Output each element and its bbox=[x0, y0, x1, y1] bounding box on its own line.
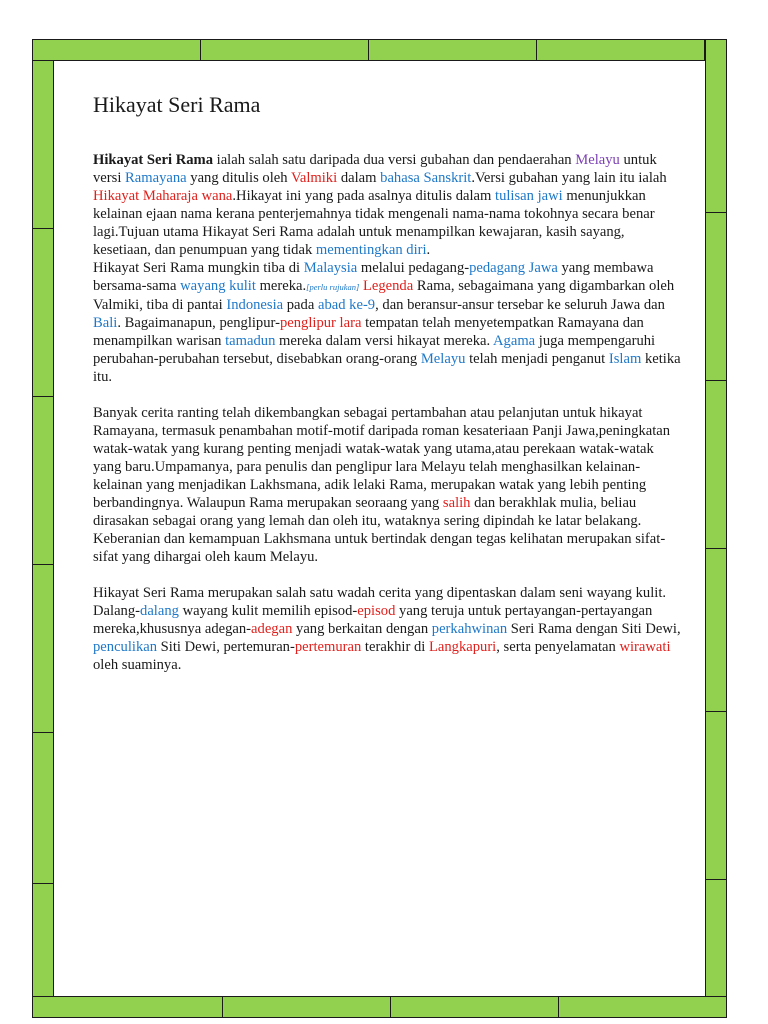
wiki-link[interactable]: abad ke-9 bbox=[317, 297, 376, 313]
document-title: Hikayat Seri Rama bbox=[93, 92, 261, 117]
border-segment bbox=[705, 212, 727, 381]
border-segment bbox=[705, 548, 727, 712]
wiki-link[interactable]: perkahwinan bbox=[431, 621, 508, 637]
paragraph-text: mereka. bbox=[255, 278, 307, 294]
paragraph-text: Rama, sebagaimana yang digambarkan oleh Valmiki, tiba di pantai bbox=[93, 278, 675, 313]
paragraph-text: . bbox=[426, 242, 431, 258]
bold-term: Hikayat Seri Rama bbox=[93, 152, 213, 168]
missing-article-link[interactable]: adegan bbox=[251, 621, 293, 637]
border-segment bbox=[32, 396, 54, 565]
missing-article-link[interactable]: Legenda bbox=[362, 278, 414, 294]
wiki-link[interactable]: wayang kulit bbox=[180, 278, 256, 294]
border-segment bbox=[705, 380, 727, 549]
missing-article-link[interactable]: Valmiki bbox=[290, 170, 338, 186]
wiki-link[interactable]: Indonesia bbox=[226, 297, 284, 313]
paragraph-text: dan berakhlak mulia, beliau dirasakan sebagai orang yang lemah dan oleh itu, wataknya sering dipindah ke latar belakang. Keberanian dan kemampuan Lakhsmana untuk bertindak dengan tegas kelihatan merupakan sifat-sifat yang dihargai oleh kaum Melayu. bbox=[93, 495, 666, 565]
wiki-link[interactable]: bahasa Sanskrit bbox=[380, 170, 472, 186]
missing-article-link[interactable]: Langkapuri bbox=[428, 639, 497, 655]
paragraph-text: telah menjadi penganut bbox=[465, 351, 609, 367]
border-segment bbox=[32, 883, 54, 997]
paragraph-text: melalui pedagang- bbox=[357, 260, 470, 276]
wiki-link[interactable]: Bali bbox=[93, 315, 118, 331]
paragraph-text: Hikayat Seri Rama merupakan salah satu wadah cerita yang dipentaskan dalam seni wayang kulit. Dalang- bbox=[93, 585, 667, 619]
border-segment bbox=[558, 996, 727, 1018]
paragraph-text: ketika itu. bbox=[93, 351, 681, 385]
paragraph-text: mereka dalam versi hikayat mereka. bbox=[275, 333, 493, 349]
paragraph-text: yang membawa bersama-sama bbox=[93, 260, 654, 294]
wiki-link[interactable]: tulisan jawi bbox=[495, 188, 563, 204]
paragraph-text: menunjukkan kelainan ejaan nama kerana penterjemahnya tidak mengenali nama-nama tokohnya secara benar lagi.Tujuan utama Hikayat Seri Rama adalah untuk menampilkan kewajaran, kasih sayang, kesetiaan, dan penumpuan yang tidak bbox=[93, 188, 655, 258]
paragraph-text: terakhir di bbox=[361, 639, 429, 655]
paragraph-text: , serta penyelamatan bbox=[496, 639, 620, 655]
wiki-link[interactable]: pedagang Jawa bbox=[469, 260, 558, 276]
paragraph-text: dalam bbox=[337, 170, 381, 186]
border-segment bbox=[32, 39, 201, 61]
paragraph-text: wayang kulit memilih episod- bbox=[178, 603, 358, 619]
border-segment bbox=[705, 879, 727, 997]
paragraph-text: untuk versi bbox=[93, 152, 657, 186]
wiki-link[interactable]: Malaysia bbox=[303, 260, 358, 276]
wiki-link[interactable]: Ramayana bbox=[125, 170, 187, 186]
wiki-link[interactable]: penculikan bbox=[93, 639, 158, 655]
border-segment bbox=[390, 996, 559, 1018]
wiki-link[interactable]: mementingkan diri bbox=[315, 242, 427, 258]
paragraph-text: . Bagaimanapun, penglipur- bbox=[117, 315, 280, 331]
border-segment bbox=[368, 39, 537, 61]
missing-article-link[interactable]: Hikayat Maharaja wana bbox=[93, 188, 233, 204]
wiki-link[interactable]: Melayu bbox=[420, 351, 466, 367]
wiki-link[interactable]: Melayu bbox=[575, 152, 620, 168]
paragraph-text: Banyak cerita ranting telah dikembangkan sebagai pertambahan atau pelanjutan untuk hikayat Ramayana, termasuk penambahan motif-motif daripada roman kesateriaan Panji Jawa,peningkatan watak-watak yang kurang penting menjadi watak-watak yang utama,atau perekaan watak-watak yang baru.Umpamanya, para penulis dan penglipur lara Melayu telah menghasilkan kelainan-kelainan yang menjadikan Lakhsmana, adik lelaki Rama, merupakan watak yang lebih penting berbandingnya. Walaupun Rama merupakan seoraang yang bbox=[93, 405, 671, 511]
paragraph-3 bbox=[93, 584, 683, 674]
wiki-link[interactable]: tamadun bbox=[225, 333, 276, 349]
paragraph-1 bbox=[93, 151, 683, 386]
border-segment bbox=[32, 60, 54, 229]
border-segment bbox=[32, 996, 223, 1018]
citation-needed-note[interactable]: [perlu rujukan] bbox=[306, 282, 360, 292]
paragraph-text: yang berkaitan dengan bbox=[292, 621, 432, 637]
border-segment bbox=[536, 39, 705, 61]
missing-article-link[interactable]: wirawati bbox=[619, 639, 671, 655]
paragraph-text: juga mempengaruhi perubahan-perubahan tersebut, disebabkan orang-orang bbox=[93, 333, 656, 367]
wiki-link[interactable]: dalang bbox=[140, 603, 179, 619]
paragraph-text: tempatan telah menyetempatkan Ramayana dan menampilkan warisan bbox=[93, 315, 644, 349]
wiki-link[interactable]: Agama bbox=[493, 333, 536, 349]
paragraph-text: ialah salah satu daripada dua versi gubahan dan pendaerahan bbox=[213, 152, 576, 168]
border-segment bbox=[32, 564, 54, 733]
missing-article-link[interactable]: salih bbox=[442, 495, 471, 511]
paragraph-text: Siti Dewi, pertemuran- bbox=[157, 639, 295, 655]
document-body bbox=[93, 90, 683, 692]
missing-article-link[interactable]: episod bbox=[357, 603, 396, 619]
paragraph-text: yang teruja untuk pertayangan-pertayangan mereka,khususnya adegan- bbox=[93, 603, 653, 637]
paragraph-text: oleh suaminya. bbox=[93, 657, 182, 673]
border-segment bbox=[705, 711, 727, 880]
border-segment bbox=[200, 39, 369, 61]
border-segment bbox=[32, 228, 54, 397]
missing-article-link[interactable]: penglipur lara bbox=[279, 315, 362, 331]
paragraph-text: , dan beransur-ansur tersebar ke seluruh Jawa dan bbox=[375, 297, 665, 313]
wiki-link[interactable]: Islam bbox=[608, 351, 642, 367]
paragraph-text: Hikayat Seri Rama mungkin tiba di bbox=[93, 260, 304, 276]
border-segment bbox=[32, 732, 54, 884]
paragraph-text: .Versi gubahan yang lain itu ialah bbox=[471, 170, 667, 186]
paragraph-text: Seri Rama dengan Siti Dewi, bbox=[507, 621, 681, 637]
paragraph-2 bbox=[93, 404, 683, 566]
paragraph-text: yang ditulis oleh bbox=[186, 170, 291, 186]
missing-article-link[interactable]: pertemuran bbox=[294, 639, 362, 655]
border-segment bbox=[705, 39, 727, 213]
paragraph-text: .Hikayat ini yang pada asalnya ditulis dalam bbox=[232, 188, 496, 204]
paragraph-text: pada bbox=[283, 297, 318, 313]
border-segment bbox=[222, 996, 391, 1018]
